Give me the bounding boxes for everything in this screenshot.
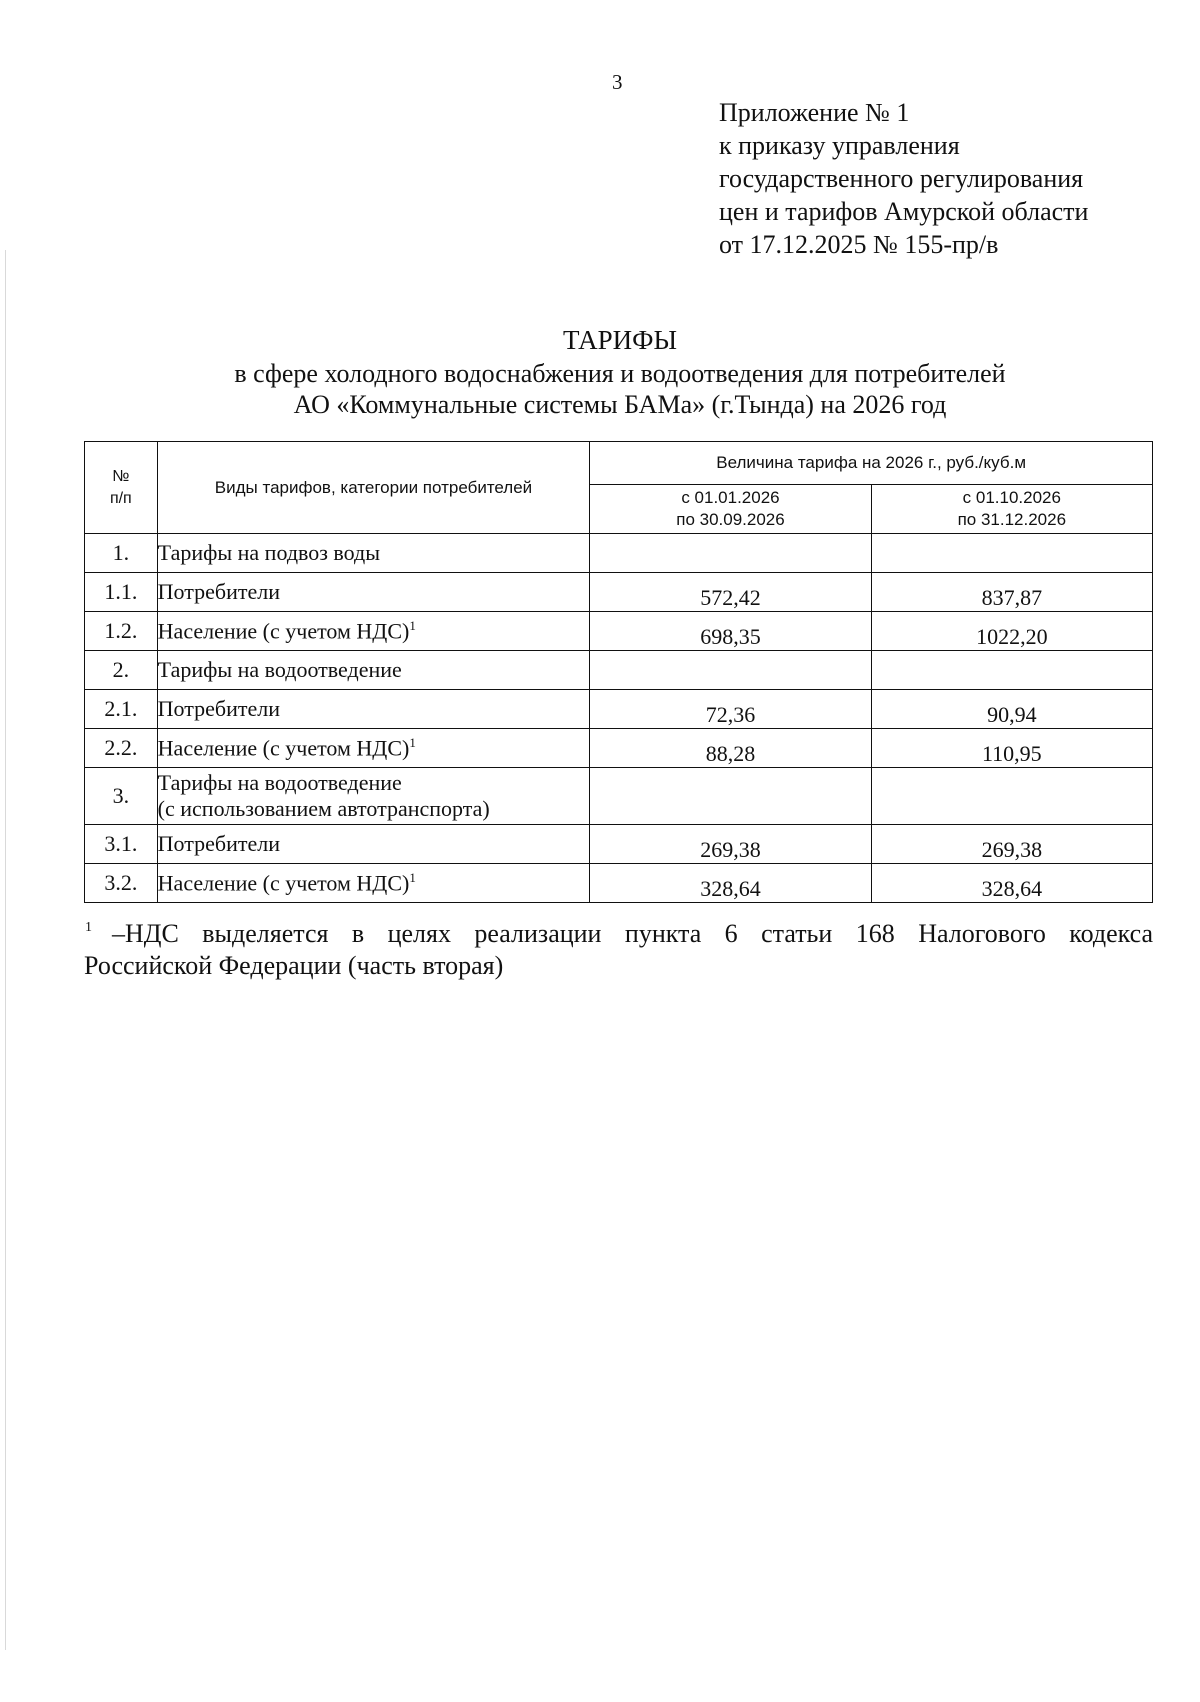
row-label-text: Население (с учетом НДС)	[157, 618, 410, 644]
table-row	[85, 651, 1153, 690]
value-period-1: 72,36	[590, 690, 871, 729]
row-num: 1.	[85, 534, 158, 573]
header-tariff-value: Величина тарифа на 2026 г., руб./куб.м	[590, 442, 1153, 485]
row-num: 3.2.	[85, 864, 158, 903]
value-period-1	[590, 768, 871, 825]
row-label	[157, 612, 590, 651]
header-type: Виды тарифов, категории потребителей	[157, 442, 590, 534]
period-1-end: по 30.09.2026	[676, 510, 785, 529]
row-num: 3.	[85, 768, 158, 825]
title-line: АО «Коммунальные системы БАМа» (г.Тында) на 2026 год	[293, 390, 947, 419]
value-period-1: 269,38	[590, 825, 871, 864]
row-num: 2.1.	[85, 690, 158, 729]
row-label	[157, 864, 590, 903]
value-period-2: 110,95	[871, 729, 1152, 768]
table-row	[85, 864, 1153, 903]
value-period-2: 837,87	[871, 573, 1152, 612]
footnote-ref: 1	[409, 869, 416, 885]
table-row	[85, 729, 1153, 768]
appendix-line: Приложение № 1	[719, 98, 910, 127]
footnote-line: Российской Федерации (часть вторая)	[84, 951, 504, 980]
row-label: Тарифы на водоотведение	[157, 651, 590, 690]
table-row	[85, 573, 1153, 612]
footnote	[84, 918, 1153, 982]
header-num-symbol: №	[112, 467, 130, 485]
value-period-2	[871, 768, 1152, 825]
value-period-1: 88,28	[590, 729, 871, 768]
value-period-2	[871, 534, 1152, 573]
value-period-1: 698,35	[590, 612, 871, 651]
row-label-line: (с использованием автотранспорта)	[157, 796, 490, 821]
footnote-mark: 1	[85, 920, 92, 935]
row-num: 2.	[85, 651, 158, 690]
value-period-2: 328,64	[871, 864, 1152, 903]
document-title	[0, 325, 1200, 420]
scan-margin-line	[5, 250, 6, 1650]
row-label-line: Тарифы на водоотведение	[157, 770, 402, 795]
period-2-end: по 31.12.2026	[957, 510, 1067, 529]
value-period-2: 269,38	[871, 825, 1152, 864]
title-main: ТАРИФЫ	[562, 325, 678, 355]
value-period-2	[871, 651, 1152, 690]
header-num	[85, 442, 158, 534]
footnote-ref: 1	[409, 734, 416, 750]
footnote-text: –НДС выделяется в целях реализации пункта 6 статьи 168 Налогового кодекса	[112, 919, 1153, 948]
appendix-line: цен и тарифов Амурской области	[719, 197, 1089, 226]
row-num: 1.2.	[85, 612, 158, 651]
row-num: 3.1.	[85, 825, 158, 864]
row-label: Потребители	[157, 690, 590, 729]
appendix-line: от 17.12.2025 № 155-пр/в	[719, 230, 999, 259]
value-period-1: 328,64	[590, 864, 871, 903]
title-line: в сфере холодного водоснабжения и водоотведения для потребителей	[234, 359, 1006, 388]
row-num: 1.1.	[85, 573, 158, 612]
footnote-line	[84, 918, 1153, 950]
row-label	[157, 768, 590, 825]
table-row	[85, 690, 1153, 729]
footnote-ref: 1	[409, 617, 416, 633]
table-row	[85, 534, 1153, 573]
value-period-1: 572,42	[590, 573, 871, 612]
row-num: 2.2.	[85, 729, 158, 768]
value-period-1	[590, 651, 871, 690]
page-number: 3	[612, 70, 623, 94]
row-label-text: Население (с учетом НДС)	[157, 735, 410, 761]
appendix-line: к приказу управления	[719, 131, 960, 160]
header-period-2	[871, 485, 1152, 534]
tariffs-table	[84, 441, 1153, 903]
value-period-2: 90,94	[871, 690, 1152, 729]
row-label: Тарифы на подвоз воды	[157, 534, 590, 573]
period-2-start: с 01.10.2026	[962, 488, 1061, 507]
row-label	[157, 729, 590, 768]
row-label-text: Население (с учетом НДС)	[157, 870, 410, 896]
table-row	[85, 768, 1153, 825]
header-num-sub: п/п	[109, 489, 132, 507]
value-period-2: 1022,20	[871, 612, 1152, 651]
appendix-block	[719, 96, 1088, 261]
row-label: Потребители	[157, 573, 590, 612]
row-label: Потребители	[157, 825, 590, 864]
appendix-line: государственного регулирования	[719, 164, 1084, 193]
header-period-1	[590, 485, 871, 534]
table-row	[85, 612, 1153, 651]
period-1-start: с 01.01.2026	[681, 488, 780, 507]
table-row	[85, 825, 1153, 864]
value-period-1	[590, 534, 871, 573]
